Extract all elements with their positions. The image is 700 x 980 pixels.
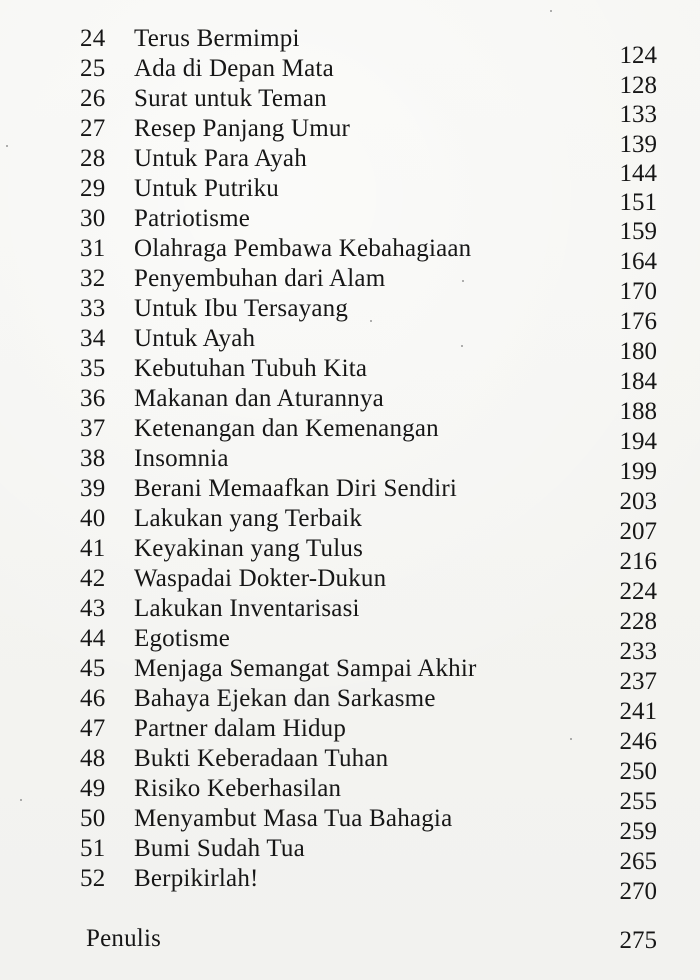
scan-speck <box>6 145 8 147</box>
page-number: 188 <box>619 398 657 425</box>
chapter-title: Ada di Depan Mata <box>134 55 334 82</box>
chapter-number: 33 <box>80 295 106 322</box>
chapter-title: Untuk Ibu Tersayang <box>134 295 349 322</box>
chapter-title: Bukti Keberadaan Tuhan <box>134 745 389 772</box>
page-number: 124 <box>619 42 657 69</box>
page-number: 184 <box>619 368 657 395</box>
scan-speck <box>570 738 572 740</box>
chapter-number: 24 <box>80 25 106 52</box>
chapter-title: Ketenangan dan Kemenangan <box>134 415 439 442</box>
chapter-number: 44 <box>80 625 106 652</box>
chapter-number: 48 <box>80 745 106 772</box>
chapter-number: 28 <box>80 145 106 172</box>
chapter-title: Partner dalam Hidup <box>134 715 347 742</box>
chapter-title: Kebutuhan Tubuh Kita <box>134 355 368 382</box>
page-number: 216 <box>619 548 657 575</box>
chapter-title: Insomnia <box>134 445 229 472</box>
chapter-title: Berani Memaafkan Diri Sendiri <box>134 475 458 502</box>
page-number: 228 <box>619 608 657 635</box>
chapter-title: Untuk Ayah <box>134 325 256 352</box>
author-page-number: 275 <box>619 927 657 954</box>
page-number: 180 <box>619 338 657 365</box>
chapter-title: Untuk Putriku <box>134 175 279 202</box>
chapter-title: Penyembuhan dari Alam <box>134 265 386 292</box>
chapter-title: Risiko Keberhasilan <box>134 775 342 802</box>
chapter-number: 35 <box>80 355 106 382</box>
chapter-number: 45 <box>80 655 106 682</box>
chapter-number: 31 <box>80 235 106 262</box>
chapter-number: 29 <box>80 175 106 202</box>
chapter-number: 47 <box>80 715 106 742</box>
page-number: 224 <box>619 578 657 605</box>
page-number: 241 <box>619 698 657 725</box>
page-number: 144 <box>619 160 657 187</box>
page-number: 199 <box>619 458 657 485</box>
page-number: 255 <box>619 788 657 815</box>
chapter-title: Keyakinan yang Tulus <box>134 535 363 562</box>
chapter-number: 50 <box>80 805 106 832</box>
scan-speck <box>462 280 464 282</box>
chapter-number: 36 <box>80 385 106 412</box>
chapter-title: Makanan dan Aturannya <box>134 385 384 412</box>
chapter-title: Berpikirlah! <box>134 865 259 892</box>
scan-speck <box>461 345 463 347</box>
chapter-number: 40 <box>80 505 106 532</box>
page-number: 194 <box>619 428 657 455</box>
chapter-number: 32 <box>80 265 106 292</box>
chapter-title: Egotisme <box>134 625 231 652</box>
chapter-number: 41 <box>80 535 106 562</box>
chapter-number: 27 <box>80 115 106 142</box>
chapter-number: 38 <box>80 445 106 472</box>
chapter-title: Menjaga Semangat Sampai Akhir <box>134 655 477 682</box>
chapter-number: 51 <box>80 835 106 862</box>
page-number: 170 <box>619 278 657 305</box>
chapter-title: Menyambut Masa Tua Bahagia <box>134 805 453 832</box>
chapter-title: Untuk Para Ayah <box>134 145 307 172</box>
page-number: 133 <box>619 101 657 128</box>
chapter-title: Surat untuk Teman <box>134 85 327 112</box>
chapter-number: 37 <box>80 415 106 442</box>
page-number: 265 <box>619 848 657 875</box>
author-section-title: Penulis <box>86 925 162 952</box>
page-number: 203 <box>619 488 657 515</box>
chapter-title: Terus Bermimpi <box>134 25 300 52</box>
chapter-number: 34 <box>80 325 106 352</box>
chapter-number: 52 <box>80 865 106 892</box>
chapter-title: Olahraga Pembawa Kebahagiaan <box>134 235 472 262</box>
page-number: 270 <box>619 878 657 905</box>
page-number: 237 <box>619 668 657 695</box>
chapter-number: 30 <box>80 205 106 232</box>
scan-speck <box>550 10 552 12</box>
scan-speck <box>20 799 22 801</box>
page-number: 159 <box>619 218 657 245</box>
page-number: 128 <box>619 72 657 99</box>
chapter-number: 25 <box>80 55 106 82</box>
chapter-number: 39 <box>80 475 106 502</box>
chapter-number: 49 <box>80 775 106 802</box>
chapter-title: Resep Panjang Umur <box>134 115 351 142</box>
chapter-number: 43 <box>80 595 106 622</box>
chapter-title: Bumi Sudah Tua <box>134 835 305 862</box>
chapter-title: Patriotisme <box>134 205 251 232</box>
chapter-title: Waspadai Dokter-Dukun <box>134 565 387 592</box>
chapter-number: 46 <box>80 685 106 712</box>
page-number: 246 <box>619 728 657 755</box>
scan-speck <box>370 320 372 322</box>
page-number: 139 <box>619 131 657 158</box>
chapter-number: 26 <box>80 85 106 112</box>
page-number: 207 <box>619 518 657 545</box>
page-number: 151 <box>619 189 657 216</box>
page-number: 176 <box>619 308 657 335</box>
page-number: 164 <box>619 248 657 275</box>
chapter-title: Lakukan yang Terbaik <box>134 505 363 532</box>
chapter-number: 42 <box>80 565 106 592</box>
page-number: 259 <box>619 818 657 845</box>
chapter-title: Bahaya Ejekan dan Sarkasme <box>134 685 436 712</box>
page-number: 233 <box>619 638 657 665</box>
page-number: 250 <box>619 758 657 785</box>
chapter-title: Lakukan Inventarisasi <box>134 595 360 622</box>
